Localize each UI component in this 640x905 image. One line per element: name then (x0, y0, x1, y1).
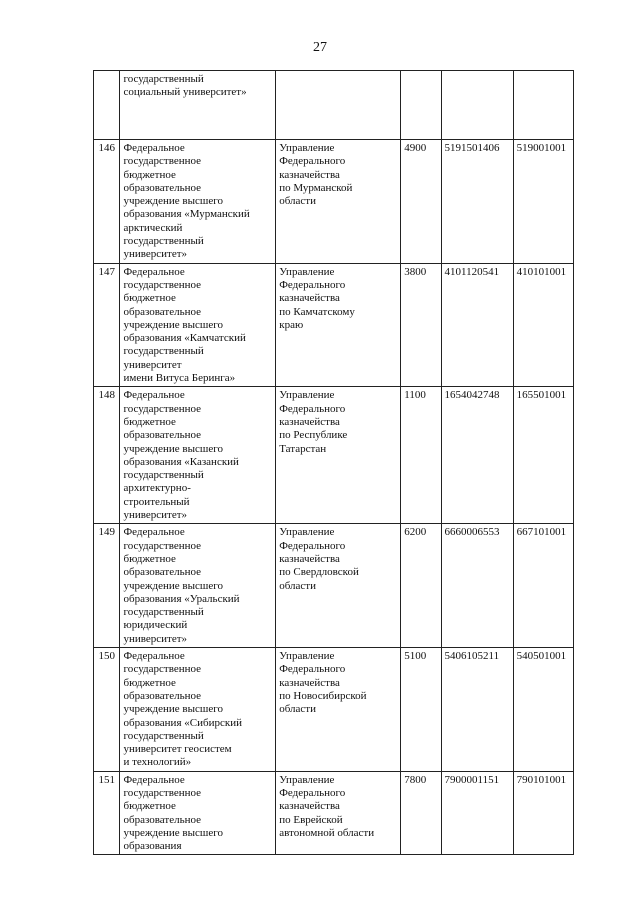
treasury-code: 6200 (401, 524, 441, 648)
inn-value (441, 71, 513, 140)
organization-name: Федеральное государственное бюджетное образовательное учреждение высшего образования «Уральский государственный юридический университет» (120, 524, 276, 648)
organization-name: Федеральное государственное бюджетное образовательное учреждение высшего образования «Сибирский государственный университет геосистем и технологий» (120, 648, 276, 772)
treasury-department: Управление Федерального казначейства по Камчатскому краю (276, 263, 401, 387)
table-row (94, 648, 574, 772)
table-row (94, 771, 574, 855)
treasury-department: Управление Федерального казначейства по Новосибирской области (276, 648, 401, 772)
kpp-value: 790101001 (513, 771, 573, 855)
table-row (94, 263, 574, 387)
treasury-code: 7800 (401, 771, 441, 855)
row-number: 147 (94, 263, 120, 387)
treasury-code: 1100 (401, 387, 441, 524)
inn-value: 4101120541 (441, 263, 513, 387)
inn-value: 5191501406 (441, 140, 513, 264)
inn-value: 7900001151 (441, 771, 513, 855)
treasury-code: 4900 (401, 140, 441, 264)
organization-name: Федеральное государственное бюджетное образовательное учреждение высшего образования «Камчатский государственный университет имени Витуса Беринга» (120, 263, 276, 387)
organizations-table (93, 70, 574, 855)
treasury-department: Управление Федерального казначейства по Республике Татарстан (276, 387, 401, 524)
inn-value: 6660006553 (441, 524, 513, 648)
kpp-value: 519001001 (513, 140, 573, 264)
inn-value: 5406105211 (441, 648, 513, 772)
row-number: 146 (94, 140, 120, 264)
organization-name: Федеральное государственное бюджетное образовательное учреждение высшего образования «Казанский государственный архитектурно- строительный университет» (120, 387, 276, 524)
organization-name: государственный социальный университет» (120, 71, 276, 140)
kpp-value: 410101001 (513, 263, 573, 387)
organization-name: Федеральное государственное бюджетное образовательное учреждение высшего образования «Мурманский арктический государственный университет» (120, 140, 276, 264)
treasury-code: 3800 (401, 263, 441, 387)
kpp-value (513, 71, 573, 140)
page-number: 27 (313, 40, 327, 55)
treasury-department (276, 71, 401, 140)
treasury-code (401, 71, 441, 140)
organization-name: Федеральное государственное бюджетное образовательное учреждение высшего образования (120, 771, 276, 855)
table-row (94, 524, 574, 648)
kpp-value: 667101001 (513, 524, 573, 648)
row-number: 149 (94, 524, 120, 648)
treasury-department: Управление Федерального казначейства по Еврейской автономной области (276, 771, 401, 855)
table-row-continuation (94, 71, 574, 140)
table-row (94, 140, 574, 264)
row-number: 148 (94, 387, 120, 524)
row-number (94, 71, 120, 140)
table-row (94, 387, 574, 524)
row-number: 150 (94, 648, 120, 772)
row-number: 151 (94, 771, 120, 855)
treasury-code: 5100 (401, 648, 441, 772)
kpp-value: 165501001 (513, 387, 573, 524)
treasury-department: Управление Федерального казначейства по Свердловской области (276, 524, 401, 648)
inn-value: 1654042748 (441, 387, 513, 524)
treasury-department: Управление Федерального казначейства по Мурманской области (276, 140, 401, 264)
kpp-value: 540501001 (513, 648, 573, 772)
